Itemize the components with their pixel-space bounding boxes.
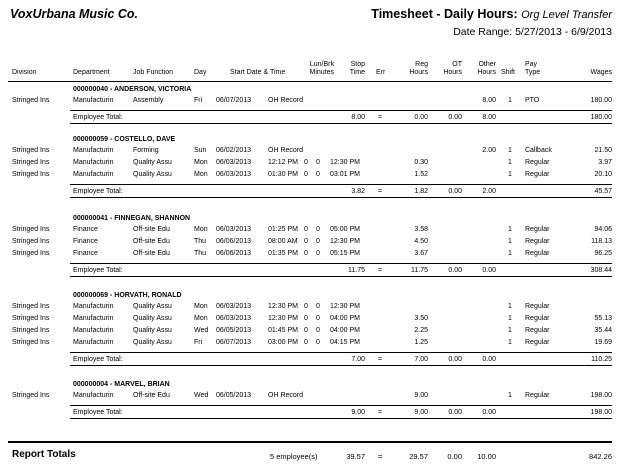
cell-division: Stringed Ins [12,327,50,334]
employee-total-wages: 45.57 [594,188,612,195]
col-other-2: Hours [477,69,496,76]
employee-total-reg: 0.00 [414,114,428,121]
employee-total-rule [70,263,612,264]
cell-day: Mon [194,159,208,166]
cell-department: Manufacturin [73,171,114,178]
report-totals-label: Report Totals [12,449,76,460]
cell-job: Off-site Edu [133,392,170,399]
employee-header: 000000041 - FINNEGAN, SHANNON [73,215,191,222]
col-shift: Shift [501,69,516,76]
col-stop-2: Time [349,69,365,76]
employee-total-wages: 180.00 [590,114,612,121]
employee-total-ot: 0.00 [448,409,462,416]
employee-total-reg: 1.82 [414,188,428,195]
cell-other: 2.00 [482,147,496,154]
cell-pay: Regular [525,315,550,322]
cell-brk: 0 [316,238,320,245]
cell-other: 8.00 [482,97,496,104]
report-title-sub: Org Level Transfer [521,9,612,21]
cell-job: Forming [133,147,159,154]
cell-brk: 0 [316,159,320,166]
report-totals-rule [8,441,612,443]
employee-total-other: 8.00 [482,114,496,121]
cell-day: Fri [194,339,203,346]
employee-total-rule [70,418,612,419]
cell-job: Off-site Edu [133,238,170,245]
cell-department: Manufacturin [73,339,114,346]
cell-division: Stringed Ins [12,171,50,178]
cell-pay: Regular [525,226,550,233]
cell-division: Stringed Ins [12,315,50,322]
cell-job: Assembly [133,97,164,104]
cell-stop: 12:30 PM [330,238,360,245]
cell-department: Manufacturin [73,147,114,154]
cell-reg: 4.50 [414,238,428,245]
col-start: Start Date & Time [230,69,286,76]
employee-total-hours: 9.00 [351,409,365,416]
cell-lun: 0 [304,226,308,233]
cell-date: 06/03/2013 [216,226,252,233]
cell-reg: 3.67 [414,250,428,257]
col-job-function: Job Function [133,69,174,76]
report-total-wages: 842.26 [589,452,612,461]
col-reg-2: Hours [409,69,428,76]
employee-total-rule [70,365,612,366]
cell-time: OH Record [268,147,304,154]
cell-shift: 1 [508,238,512,245]
col-ot-1: OT [452,61,462,68]
employee-total-ot: 0.00 [448,267,462,274]
cell-department: Manufacturin [73,392,114,399]
cell-pay: Regular [525,339,550,346]
cell-stop: 04:00 PM [330,327,360,334]
cell-division: Stringed Ins [12,392,50,399]
employee-total-eq: = [378,356,383,363]
employee-total-reg: 7.00 [414,356,428,363]
cell-time: 12:30 PM [268,303,298,310]
cell-reg: 0.30 [414,159,428,166]
cell-pay: Regular [525,238,550,245]
cell-lun: 0 [304,171,308,178]
employee-total-hours: 7.00 [351,356,365,363]
cell-time: OH Record [268,392,304,399]
cell-shift: 1 [508,250,512,257]
cell-wages: 20.10 [594,171,612,178]
cell-division: Stringed Ins [12,303,50,310]
col-day: Day [194,69,207,76]
cell-division: Stringed Ins [12,159,50,166]
cell-lun: 0 [304,327,308,334]
cell-date: 06/07/2013 [216,339,252,346]
cell-lun: 0 [304,250,308,257]
cell-brk: 0 [316,171,320,178]
cell-stop: 12:30 PM [330,303,360,310]
cell-date: 06/05/2013 [216,327,252,334]
employee-total-hours: 3.82 [351,188,365,195]
cell-department: Manufacturin [73,159,114,166]
cell-date: 06/07/2013 [216,97,252,104]
col-reg-1: Reg [415,61,428,68]
col-other-1: Other [478,61,496,68]
cell-brk: 0 [316,303,320,310]
cell-wages: 198.00 [590,392,612,399]
cell-day: Mon [194,315,208,322]
report-title [371,7,612,21]
employee-total-rule [70,276,612,277]
cell-brk: 0 [316,250,320,257]
cell-date: 06/05/2013 [216,392,252,399]
cell-wages: 35.44 [594,327,612,334]
employee-total-other: 0.00 [482,356,496,363]
cell-date: 06/03/2013 [216,315,252,322]
cell-lun: 0 [304,303,308,310]
cell-department: Manufacturin [73,303,114,310]
col-lun-brk-1: Lun/Brk [309,61,334,68]
col-pay-1: Pay [525,61,538,68]
cell-time: 01:35 PM [268,250,298,257]
report-total-reg: 29.57 [409,452,428,461]
cell-shift: 1 [508,159,512,166]
cell-pay: PTO [525,97,540,104]
col-wages: Wages [590,69,612,76]
employee-total-wages: 110.25 [591,356,612,363]
employee-total-hours: 11.75 [348,267,365,274]
employee-total-reg: 9.00 [414,409,428,416]
company-name: VoxUrbana Music Co. [10,7,139,21]
report-total-other: 10.00 [477,452,496,461]
cell-reg: 2.25 [414,327,428,334]
col-stop-1: Stop [350,61,365,68]
employee-total-rule [70,405,612,406]
cell-date: 06/03/2013 [216,303,252,310]
cell-shift: 1 [508,147,512,154]
employee-total-eq: = [378,114,383,121]
cell-job: Off-site Edu [133,250,170,257]
cell-day: Mon [194,171,208,178]
cell-job: Quality Assu [133,303,172,310]
col-department: Department [73,69,110,76]
cell-day: Sun [194,147,207,154]
cell-wages: 96.25 [594,250,612,257]
employee-total-label: Employee Total: [73,114,123,121]
cell-reg: 3.50 [414,315,428,322]
cell-shift: 1 [508,327,512,334]
employee-total-ot: 0.00 [448,188,462,195]
cell-wages: 21.50 [594,147,612,154]
cell-brk: 0 [316,339,320,346]
cell-department: Finance [73,238,98,245]
cell-shift: 1 [508,303,512,310]
cell-lun: 0 [304,315,308,322]
cell-job: Quality Assu [133,159,172,166]
cell-stop: 04:15 PM [330,339,360,346]
employee-total-label: Employee Total: [73,188,123,195]
cell-date: 06/03/2013 [216,171,252,178]
cell-pay: Regular [525,171,550,178]
cell-department: Finance [73,226,98,233]
cell-brk: 0 [316,226,320,233]
employee-header: 000000004 - MARVEL, BRIAN [73,381,170,388]
cell-reg: 1.25 [414,339,428,346]
cell-stop: 05:00 PM [330,226,360,233]
cell-day: Wed [194,327,209,334]
employee-total-label: Employee Total: [73,356,123,363]
cell-time: 12:12 PM [268,159,298,166]
cell-lun: 0 [304,238,308,245]
cell-reg: 1.52 [414,171,428,178]
cell-wages: 94.06 [594,226,612,233]
cell-shift: 1 [508,392,512,399]
cell-day: Fri [194,97,203,104]
employee-total-rule [70,123,612,124]
employee-total-eq: = [378,267,383,274]
col-pay-2: Type [525,69,541,76]
cell-pay: Regular [525,392,550,399]
employee-total-eq: = [378,188,383,195]
cell-shift: 1 [508,171,512,178]
cell-wages: 180.00 [590,97,612,104]
cell-time: 08:00 AM [268,238,298,245]
cell-time: 01:25 PM [268,226,298,233]
cell-lun: 0 [304,339,308,346]
employee-total-label: Employee Total: [73,267,123,274]
employee-total-ot: 0.00 [448,114,462,121]
report-total-ot: 0.00 [447,452,462,461]
employee-header: 000000040 - ANDERSON, VICTORIA [73,86,192,93]
cell-stop: 12:30 PM [330,159,360,166]
employee-total-rule [70,352,612,353]
cell-date: 06/02/2013 [216,147,252,154]
employee-total-other: 0.00 [482,267,496,274]
cell-time: 03:00 PM [268,339,298,346]
employee-total-ot: 0.00 [448,356,462,363]
employee-total-hours: 8.00 [351,114,365,121]
employee-header: 000000069 - HORVATH, RONALD [73,292,182,299]
cell-day: Thu [194,250,207,257]
cell-date: 06/03/2013 [216,159,252,166]
cell-brk: 0 [316,327,320,334]
cell-wages: 19.69 [594,339,612,346]
cell-lun: 0 [304,159,308,166]
cell-time: 01:45 PM [268,327,298,334]
cell-time: 01:30 PM [268,171,298,178]
cell-division: Stringed Ins [12,226,50,233]
cell-department: Manufacturin [73,97,114,104]
cell-job: Quality Assu [133,327,172,334]
col-division: Division [12,69,37,76]
cell-brk: 0 [316,315,320,322]
cell-pay: Regular [525,159,550,166]
cell-reg: 3.58 [414,226,428,233]
employee-total-other: 2.00 [482,188,496,195]
cell-time: OH Record [268,97,304,104]
employee-total-eq: = [378,409,383,416]
cell-job: Off-site Edu [133,226,170,233]
cell-date: 06/06/2013 [216,238,252,245]
cell-time: 12:30 PM [268,315,298,322]
cell-pay: Regular [525,303,550,310]
cell-wages: 3.97 [598,159,612,166]
cell-division: Stringed Ins [12,238,50,245]
employee-total-other: 0.00 [482,409,496,416]
cell-pay: Regular [525,327,550,334]
col-ot-2: Hours [443,69,462,76]
cell-department: Manufacturin [73,327,114,334]
cell-job: Quality Assu [133,171,172,178]
header-rule [8,81,612,82]
cell-date: 06/06/2013 [216,250,252,257]
cell-wages: 55.13 [594,315,612,322]
cell-stop: 05:15 PM [330,250,360,257]
cell-pay: Regular [525,250,550,257]
employee-total-rule [70,110,612,111]
cell-department: Manufacturin [73,315,114,322]
cell-wages: 118.13 [591,238,612,245]
employee-total-label: Employee Total: [73,409,123,416]
report-title-main: Timesheet - Daily Hours: [371,7,522,21]
cell-division: Stringed Ins [12,339,50,346]
employee-total-wages: 198.00 [590,409,612,416]
date-range: Date Range: 5/27/2013 - 6/9/2013 [453,26,612,38]
cell-stop: 04:00 PM [330,315,360,322]
report-total-eq: = [378,452,383,461]
employee-total-rule [70,184,612,185]
cell-job: Quality Assu [133,339,172,346]
cell-division: Stringed Ins [12,147,50,154]
cell-reg: 9.00 [414,392,428,399]
cell-day: Mon [194,303,208,310]
report-employee-count: 5 employee(s) [270,452,318,461]
cell-division: Stringed Ins [12,97,50,104]
cell-day: Mon [194,226,208,233]
cell-division: Stringed Ins [12,250,50,257]
cell-shift: 1 [508,226,512,233]
col-lun-brk-2: Minutes [309,69,334,76]
cell-stop: 03:01 PM [330,171,360,178]
cell-pay: Callback [525,147,552,154]
employee-header: 000000059 - COSTELLO, DAVE [73,136,176,143]
cell-shift: 1 [508,339,512,346]
employee-total-reg: 11.75 [411,267,428,274]
cell-department: Finance [73,250,98,257]
cell-shift: 1 [508,315,512,322]
cell-job: Quality Assu [133,315,172,322]
col-err: Err [376,69,386,76]
report-total-hours: 39.57 [346,452,365,461]
employee-total-rule [70,197,612,198]
cell-day: Wed [194,392,209,399]
employee-total-wages: 308.44 [590,267,612,274]
cell-shift: 1 [508,97,512,104]
cell-day: Thu [194,238,207,245]
